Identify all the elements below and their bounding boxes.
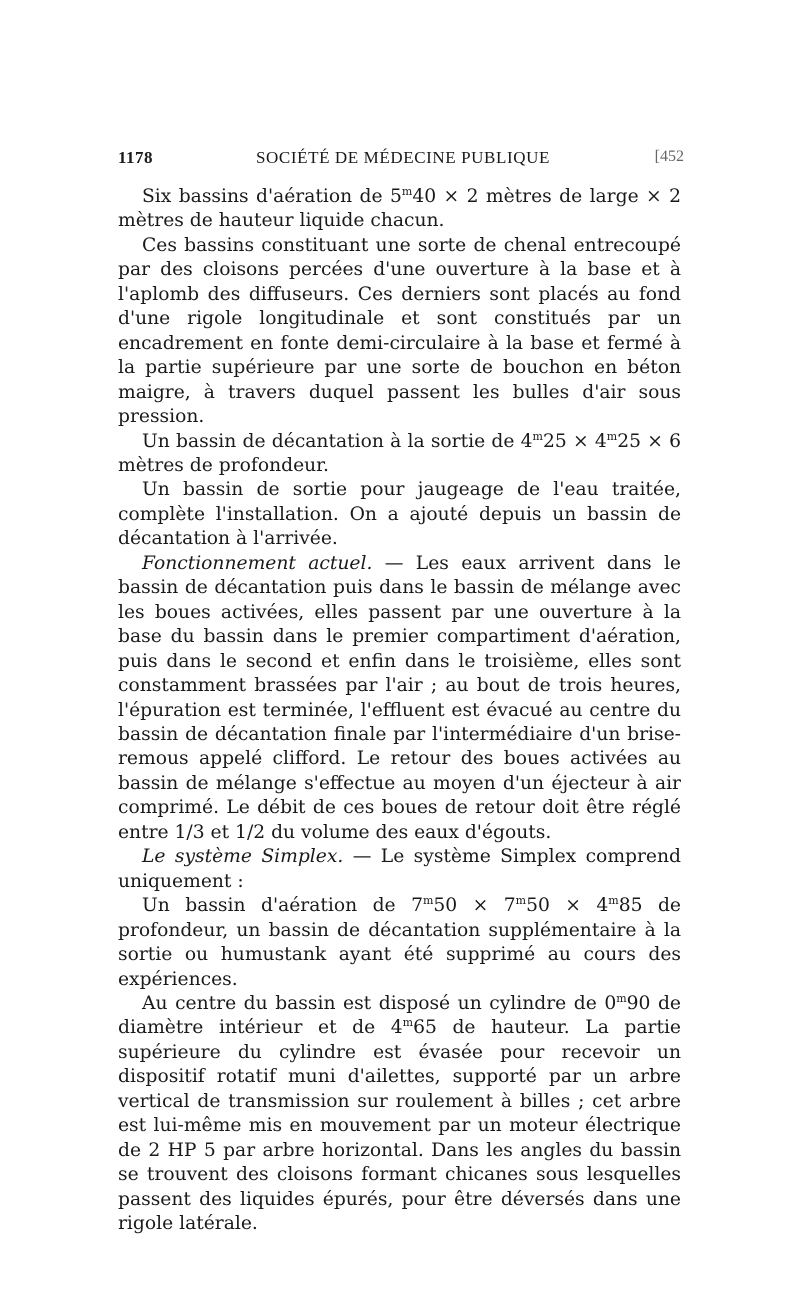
section-lead: Fonctionnement actuel.	[142, 552, 373, 574]
paragraph-text: — Les eaux arrivent dans le bassin de décantation puis dans le bassin de mélange avec les boues activées, elles passent par une ouverture à la base du bassin dans le premier compartiment d'aération, puis dans le second et enfin dans le troisième, elles sont constamment brassées par l'air ; au bout de trois heures, l'épuration est terminée, l'effluent est évacué au centre du bassin de décantation finale par l'intermédiaire d'un brise-remous appelé clifford. Le retour des boues activées au bassin de mélange s'effectue au moyen d'un éjecteur à air comprimé. Le débit de ces boues de retour doit être réglé entre 1/3 et 1/2 du volume des eaux d'égouts.	[118, 552, 681, 843]
running-title: SOCIÉTÉ DE MÉDECINE PUBLIQUE	[256, 148, 550, 167]
bracket-reference: [452	[654, 148, 684, 165]
paragraph: Au centre du bassin est disposé un cylindre de 0$^m$90 de diamètre intérieur et de 4$^m$65 de hauteur. La partie supérieure du cylindre est évasée pour recevoir un dispositif rotatif muni d'ailettes, supporté par un arbre vertical de transmission sur roulement à billes ; cet arbre est lui-même mis en mouvement par un moteur électrique de 2 HP 5 par arbre horizontal. Dans les angles du bassin se trouvent des cloisons formant chicanes sous lesquelles passent des liquides épurés, pour être déversés dans une rigole latérale.	[118, 991, 681, 1235]
page-number: 1178	[118, 148, 154, 167]
paragraph: Un bassin d'aération de $7^m50 \times 7^m50 \times 4^m85$ de profondeur, un bassin de décantation supplémentaire à la sortie ou humustank ayant été supprimé au cours des expériences.	[118, 894, 681, 990]
paragraph: Un bassin de décantation à la sortie de $4^m25 \times 4^m25 \times 6$ mètres de profondeur.	[118, 429, 681, 476]
paragraph-text: — Le système Simplex comprend uniquement :	[118, 846, 681, 892]
section-lead: Le système Simplex.	[142, 846, 344, 868]
paragraph	[118, 552, 681, 845]
paragraph: Six bassins d'aération de $5^m40 \times 2$ mètres de large × 2 mètres de hauteur liquide chacun.	[118, 185, 681, 232]
paragraph: Ces bassins constituant une sorte de chenal entrecoupé par des cloisons percées d'une ouverture à la base et à l'aplomb des diffuseurs. Ces derniers sont placés au fond d'une rigole longitudinale et sont constitués par un encadrement en fonte demi-circulaire à la base et fermé à la partie supérieure par une sorte de bouchon en béton maigre, à travers duquel passent les bulles d'air sous pression.	[118, 234, 681, 428]
body-text	[118, 185, 681, 1236]
paragraph: Un bassin de sortie pour jaugeage de l'eau traitée, complète l'installation. On a ajouté depuis un bassin de décantation à l'arrivée.	[118, 479, 681, 550]
running-header	[118, 148, 684, 172]
paragraph	[118, 845, 681, 894]
